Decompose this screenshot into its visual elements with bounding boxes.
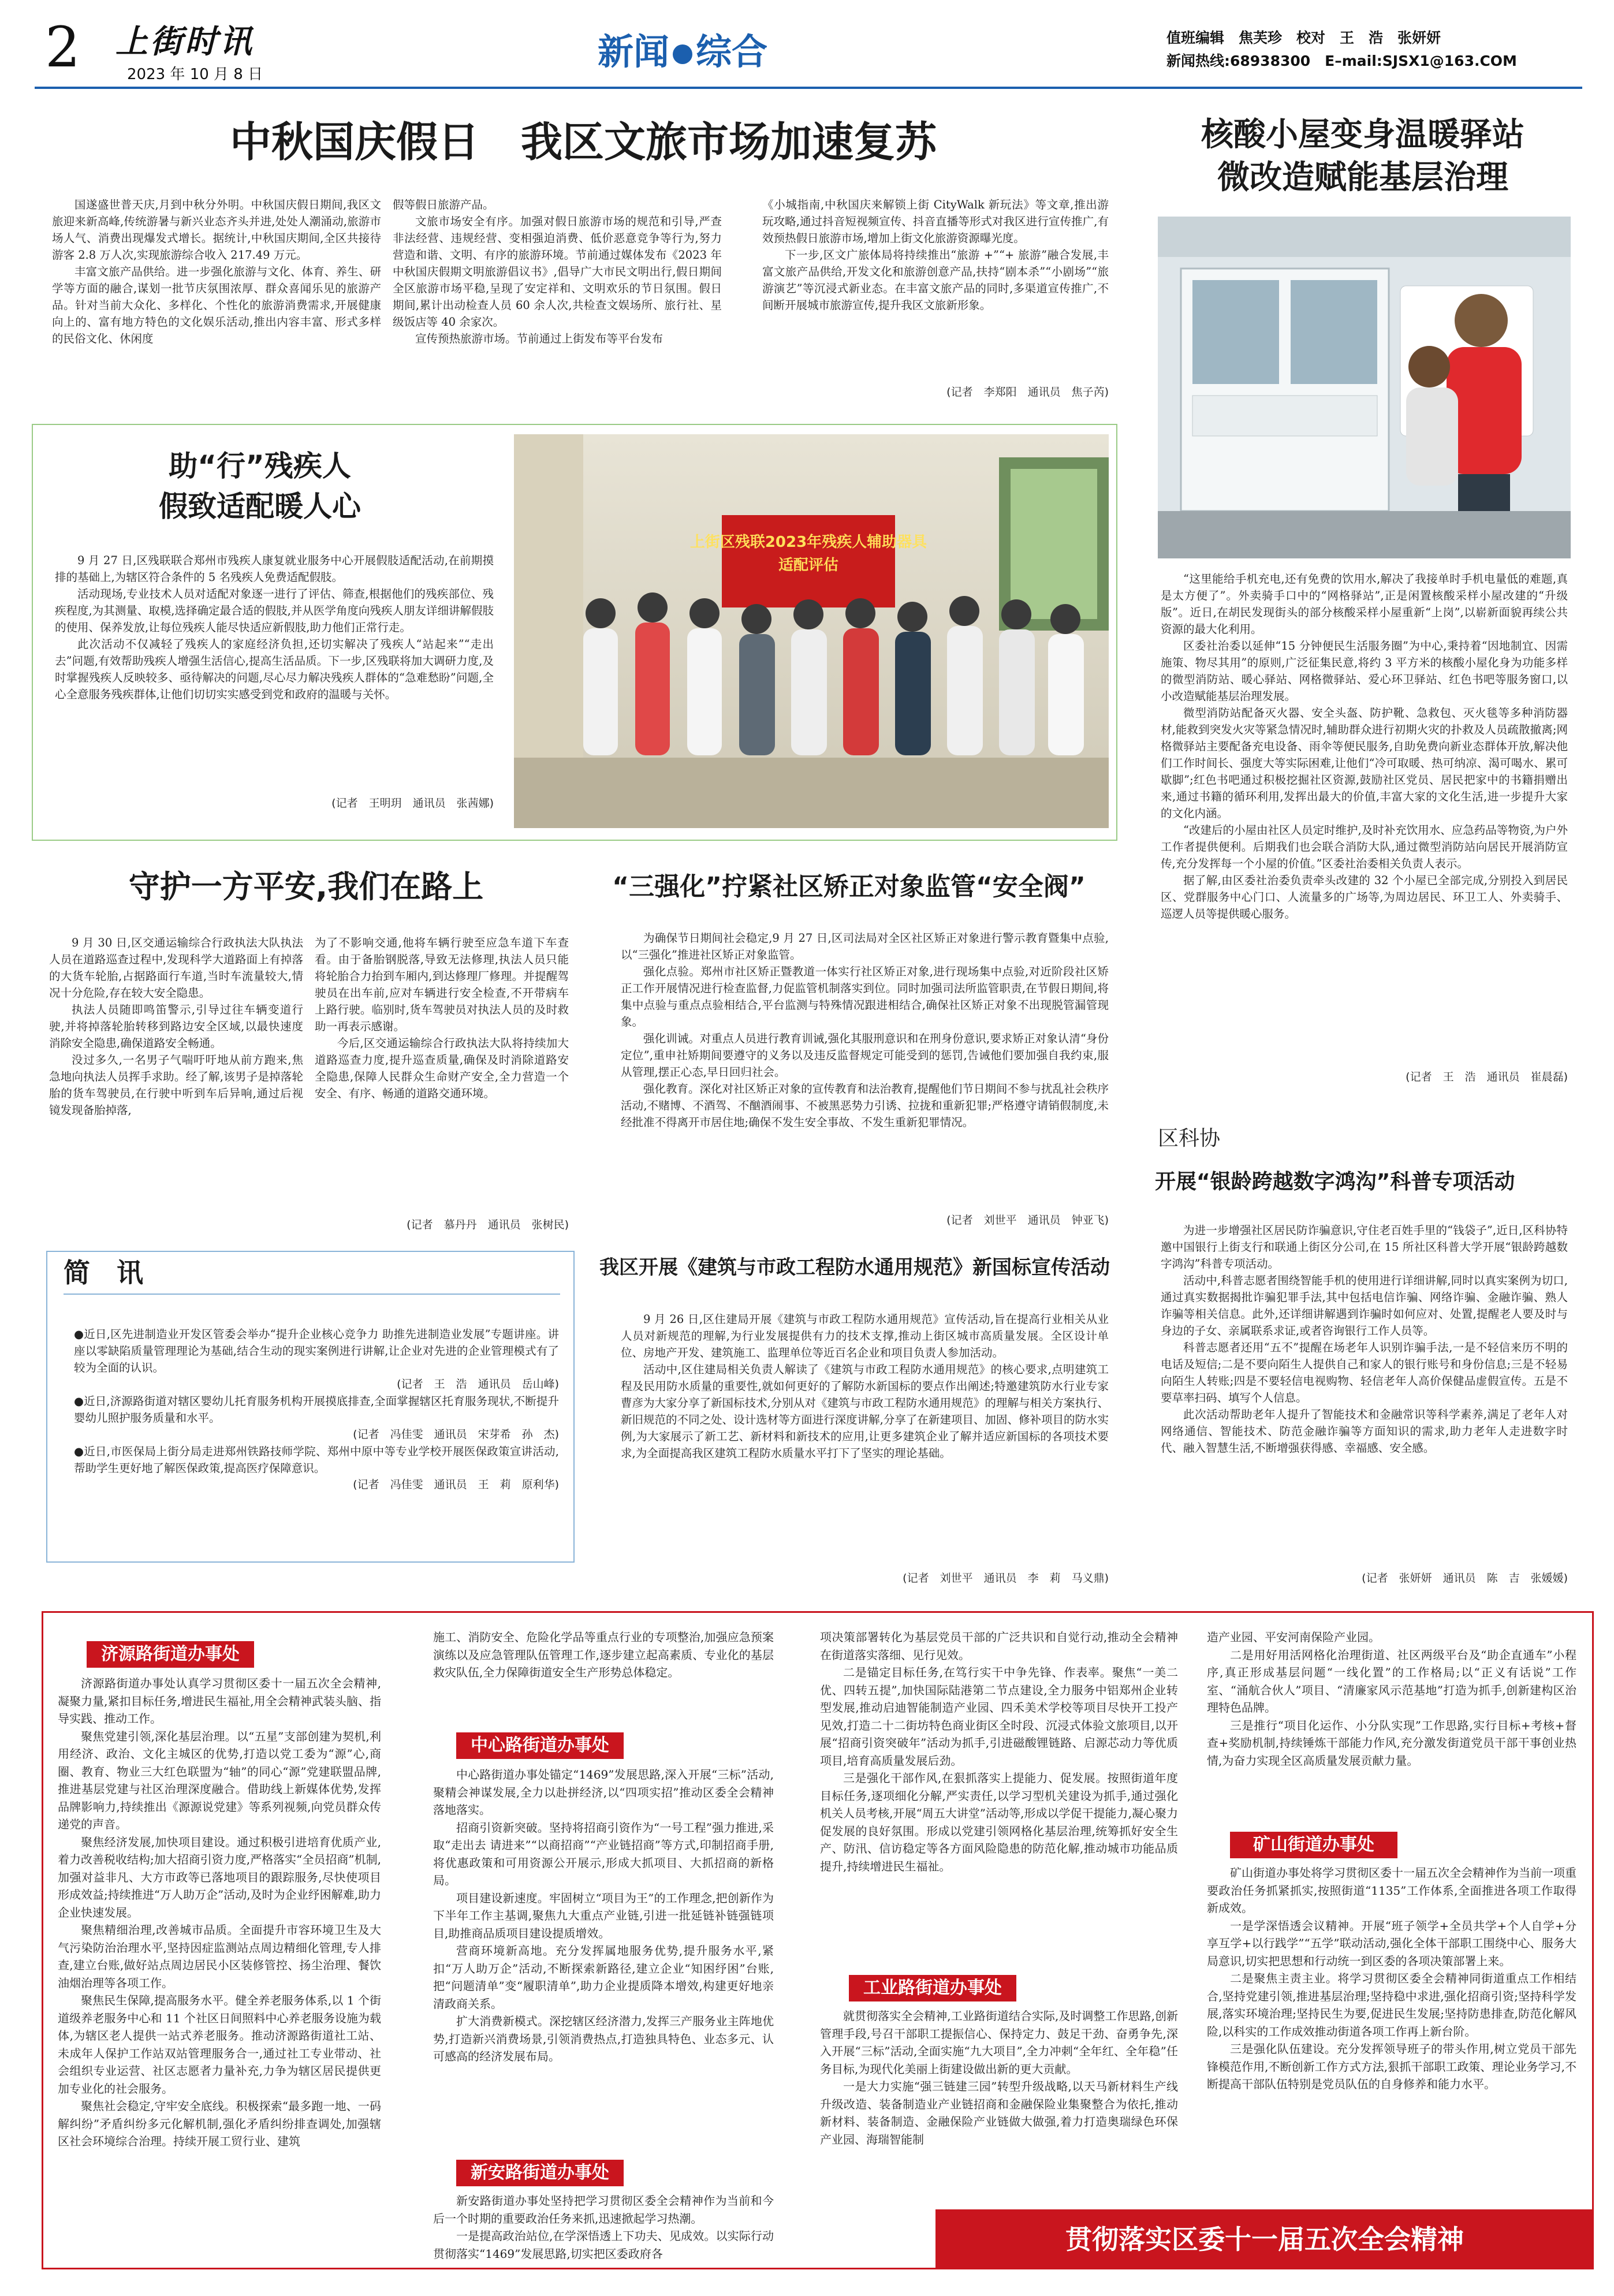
column-mine bbox=[1207, 1864, 1576, 2199]
paragraph: 矿山街道办事处将学习贯彻区委十一届五次全会精神作为当前一项重要政治任务抓紧抓实,按照街道“1135”工作体系,全面推进各项工作取得新成效。 bbox=[1207, 1866, 1576, 1915]
paragraph: “这里能给手机充电,还有免费的饮用水,解决了我接单时手机电量低的难题,真是太方便了”。外卖骑手口中的“网格驿站”,正是闲置核酸采样小屋改建的“升级版”。近日,在胡民发现街头的部分核酸采样小屋重新“上岗”,以崭新面貌再续公共资源的最大化利用。 bbox=[1161, 572, 1568, 636]
brief-byline: (记者 冯佳雯 通讯员 宋芽希 孙 杰) bbox=[353, 1428, 559, 1441]
paragraph: 执法人员随即鸣笛警示,引导过往车辆变道行驶,并将掉落轮胎转移到路边安全区域,以最快速度消除安全隐患,确保道路安全畅通。 bbox=[49, 1003, 303, 1050]
page-number: 2 bbox=[45, 15, 81, 80]
byline-road-safety: (记者 慕丹丹 通讯员 张树民) bbox=[407, 1218, 569, 1231]
brief-item: ●近日,市医保局上街分局走进郑州铁路技师学院、郑州中原中等专业学校开展医保政策宣讲活动,帮助学生更好地了解医保政策,提高医疗保障意识。 bbox=[74, 1445, 559, 1475]
masthead-rule bbox=[35, 87, 1582, 89]
brief-news-title: 简 讯 bbox=[64, 1257, 143, 1288]
paragraph: 下一步,区文广旅体局将持续推出“旅游 +”“+ 旅游”融合发展,丰富文旅产品供给,开发文化和旅游创意产品,扶持“剧本杀”“小剧场”“旅游演艺”等沉浸式新业态。在丰富文旅产品的同时,多渠道宣传推广,不间断开展城市旅游宣传,提升我区文旅新形象。 bbox=[762, 248, 1109, 312]
paragraph: 此次活动不仅减轻了残疾人的家庭经济负担,还切实解决了残疾人“站起来”“走出去”问题,有效帮助残疾人增强生活信心,提高生活品质。下一步,区残联将加大调研力度,及时掌握残疾人反映较多、亟待解决的问题,尽心尽力解决残疾人群体的“急难愁盼”问题,全心全意服务残疾群体,让他们切切实实感受到党和政府的温暖与关怀。 bbox=[55, 638, 494, 701]
headline-community-correction: “三强化”拧紧社区矫正对象监管“安全阀” bbox=[612, 872, 1086, 901]
paragraph: 宣传预热旅游市场。节前通过上街发布等平台发布 bbox=[415, 332, 664, 345]
paragraph: 二是锚定目标任务,在笃行实干中争先锋、作表率。聚焦“一美二优、四转五提”,加快国际陆港第二节点建设,全力服务中铝郑州企业转型发展,推动启迪智能制造产业园、四禾美术学校等项目尽快开工投产见效,打造二十二街坊特色商业街区全时段、沉浸式体验文旅项目,以开展“招商引资突破年”活动为抓手,引进磁酸锂链路、启源芯动力等优质项目,培育高质量发展后劲。 bbox=[820, 1665, 1178, 1768]
paragraph: 项决策部署转化为基层党员干部的广泛共识和自觉行动,推动全会精神在街道落实落细、见行见效。 bbox=[820, 1630, 1178, 1662]
article-road-safety-col2 bbox=[315, 934, 569, 1177]
paragraph: 为了不影响交通,他将车辆行驶至应急车道下车查看。由于备胎钢脱落,导致无法修理,执法人员只能将轮胎合力抬到车厢内,到达修理厂修理。并提醒驾驶员在出车前,应对车辆进行安全检查,不开带病车上路行驶。临别时,货车驾驶员对执法人员的及时救助一再表示感谢。 bbox=[315, 936, 569, 1033]
photo-nucleic-hut-illustration bbox=[1158, 217, 1571, 558]
headline-disabled-aid-line1: 助“行”残疾人 bbox=[169, 449, 351, 483]
paragraph: 活动现场,专业技术人员对适配对象逐一进行了评估、筛查,根据他们的残疾部位、残疾程度,为其测量、取模,选择确定最合适的假肢,并从医学角度向残疾人朋友详细讲解假肢的使用、保养发放,让每位残疾人能尽快适应新假肢,助力他们正常行走。 bbox=[55, 587, 494, 634]
section-dot-icon bbox=[673, 44, 692, 64]
column-zhongxin-road-top bbox=[433, 1628, 774, 1727]
paragraph: 强化训诫。对重点人员进行教育训诫,强化其服刑意识和在刑身份意识,要求矫正对象认清“身份定位”,重申社矫期间要遵守的义务以及违反监督规定可能受到的惩罚,告诫他们要加强自我约束,服从管理,摆正心态,早日回归社会。 bbox=[621, 1032, 1109, 1079]
paragraph: 今后,区交通运输综合行政执法大队将持续加大道路巡查力度,提升巡查质量,确保及时消除道路安全隐患,保障人民群众生命财产安全,全力营造一个安全、有序、畅通的道路交通环境。 bbox=[315, 1037, 569, 1100]
paragraph: 9 月 27 日,区残联联合郑州市残疾人康复就业服务中心开展假肢适配活动,在前期摸排的基础上,为辖区符合条件的 5 名残疾人免费适配假肢。 bbox=[55, 554, 494, 584]
photo-disabled-aid-illustration bbox=[514, 434, 1109, 828]
subhead-industry-road: 工业路街道办事处 bbox=[849, 1975, 1016, 2001]
paper-name-logo: 上街时讯 bbox=[115, 23, 254, 61]
paragraph: 济源路街道办事处认真学习贯彻区委十一届五次全会精神,凝聚力量,紧扣目标任务,增进民生福祉,用全会精神武装头脑、指导实践、推动工作。 bbox=[58, 1676, 381, 1725]
article-nucleic-hut-body bbox=[1161, 571, 1568, 1179]
headline-waterproof-standard: 我区开展《建筑与市政工程防水通用规范》新国标宣传活动 bbox=[599, 1256, 1110, 1279]
section-name-general: 综合 bbox=[696, 31, 768, 73]
paragraph: 活动中,区住建局相关负责人解读了《建筑与市政工程防水通用规范》的核心要求,点明建筑工程及民用防水质量的重要性,就如何更好的了解防水新国标的要点作出阐述;特邀建筑防水行业专家曹彦为大家分享了新国标技术,分别从对《建筑与市政工程防水通用规范》的理解与相关方案执行、新旧规范的不同之处、设计选材等方面进行深度讲解,分享了在新建项目、加固、修补项目的防水实例,为大家展示了新工艺、新材料和新技术的应用,让更多建筑企业了解并适应新国标的各项技术要求,为全面提高我区建筑工程防水质量水平打下了坚实的理论基础。 bbox=[621, 1363, 1109, 1460]
article-digital-divide-body bbox=[1161, 1222, 1568, 1580]
hotline: 新闻热线:68938300 E–mail:SJSX1@163.COM bbox=[1166, 53, 1517, 69]
paragraph: 一是提高政治站位,在学深悟透上下功夫、见成效。以实际行动贯彻落实“1469”发展思路,切实把区委政府各 bbox=[433, 2229, 774, 2261]
paragraph: 聚焦民生保障,提高服务水平。健全养老服务体系,以 1 个街道级养老服务中心和 11 个社区日间照料中心养老服务设施为载体,为辖区老人提供一站式养老服务。推动济源路街道社工站、未成年人保护工作站双站管理服务合一,通过社工专业带动、社会组织专业运营、社区志愿者力量补充,力争为辖区居民提供更加专业化的社会服务。 bbox=[58, 1993, 381, 2096]
paragraph: 据了解,由区委社治委负责牵头改建的 32 个小屋已全部完成,分别投入到居民区、党群服务中心门口、人流量多的广场等,为周边居民、环卫工人、外卖骑手、巡逻人员等提供暖心服务。 bbox=[1161, 874, 1568, 920]
column-zhongxin-road bbox=[433, 1766, 774, 2147]
paragraph: 科普志愿者还用“五不”提醒在场老年人识别诈骗手法,一是不轻信来历不明的电话及短信;二是不要向陌生人提供自己和家人的银行账号和身份信息;三是不轻易向陌生人转账;四是不要轻信电视购物、轻信老年人高价保健品虚假宣传。五是不要草率扫码、填写个人信息。 bbox=[1161, 1341, 1568, 1404]
article-road-safety-col1 bbox=[49, 934, 303, 1212]
column-mine-top bbox=[1207, 1628, 1576, 1831]
column-xinan-road bbox=[433, 2192, 774, 2264]
paragraph: 三是强化队伍建设。充分发挥领导班子的带头作用,树立党员干部先锋模范作用,不断创新工作方式方法,狠抓干部职工政策、理论业务学习,不断提高干部队伍特别是党员队伍的自身修养和能力水平。 bbox=[1207, 2042, 1576, 2091]
masthead bbox=[35, 15, 1582, 90]
headline-tourism: 中秋国庆假日 我区文旅市场加速复苏 bbox=[229, 118, 937, 166]
subhead-xinan-road: 新安路街道办事处 bbox=[456, 2160, 624, 2186]
column-jiyuan-road bbox=[58, 1675, 381, 2258]
subhead-jiyuan-road: 济源路街道办事处 bbox=[87, 1641, 254, 1668]
brief-item: ●近日,区先进制造业开发区管委会举办“提升企业核心竞争力 助推先进制造业发展”专题讲座。讲座以零缺陷质量管理理论为基础,结合生动的现实案例进行讲解,让企业对先进的企业管理模式有了较为全面的认识。 bbox=[74, 1328, 559, 1374]
paragraph: 二是聚焦主责主业。将学习贯彻区委全会精神同街道重点工作相结合,坚持党建引领,推进基层治理;坚持稳中求进,强化招商引资;坚持科学发展,落实环境治理;坚持民生为要,促进民生发展;坚持防患排查,防范化解风险,以科实的工作成效推动街道各项工作再上新台阶。 bbox=[1207, 1971, 1576, 2038]
paragraph: 三是强化干部作风,在狠抓落实上提能力、促发展。按照街道年度目标任务,逐项细化分解,严实责任,以学习型机关建设为抓手,通过强化机关人员考核,开展“周五大讲堂”活动等,形成以学促干提能力,凝心聚力促发展的良好氛围。形成以党建引领网格化基层治理,统筹抓好安全生产、防汛、信访稳定等各方面风险隐患的防范化解,推动城市功能品质提升,持续增进民生福祉。 bbox=[820, 1771, 1178, 1873]
paragraph: 施工、消防安全、危险化学品等重点行业的专项整治,加强应急预案演练以及应急管理队伍管理工作,逐步建立起高素质、专业化的基层救灾队伍,全力保障街道安全生产形势总体稳定。 bbox=[433, 1630, 774, 1679]
issue-date: 2023 年 10 月 8 日 bbox=[127, 66, 263, 83]
paragraph: 假等假日旅游产品。 bbox=[393, 198, 494, 211]
paragraph: 招商引资新突破。坚持将招商引资作为“一号工程”强力推进,采取“走出去 请进来”“以商招商”“产业链招商”等方式,印制招商手册,将优惠政策和可用资源公开展示,形成大抓项目、大抓招商的新格局。 bbox=[433, 1820, 774, 1887]
paragraph: 二是用好用活网格化治理街道、社区两级平台及“助企直通车”小程序,真正形成基层问题“一线化置”的工作格局;以“正义有话说”工作室、“涌航合伙人”项目、“清廉家风示范基地”打造为抓手,创新建构区治理特色品牌。 bbox=[1207, 1648, 1576, 1714]
paragraph: 为进一步增强社区居民防诈骗意识,守住老百姓手里的“钱袋子”,近日,区科协特邀中国银行上街支行和联通上街区分公司,在 15 所社区科普大学开展“银龄跨越数字鸿沟”科普专项活动。 bbox=[1161, 1224, 1568, 1270]
brief-item: ●近日,济源路街道对辖区婴幼儿托育服务机构开展摸底排查,全面掌握辖区托育服务现状,不断提升婴幼儿照护服务质量和水平。 bbox=[74, 1395, 559, 1425]
paragraph: 文旅市场安全有序。加强对假日旅游市场的规范和引导,严查非法经营、违规经营、变相强迫消费、低价恶意竞争等行为,努力营造和谐、文明、有序的旅游环境。节前通过媒体发布《2023 年中秋国庆假期文明旅游倡议书》,倡导广大市民文明出行,假日期间全区旅游市场平稳,呈现了安定祥和、文明欢乐的节日氛围。假日期间,累计出动检查人员 60 余人次,共检查文娱场所、旅行社、星级饭店等 40 余家次。 bbox=[393, 215, 722, 329]
column-industry-road-top bbox=[820, 1628, 1178, 1975]
headline-nucleic-hut-line2: 微改造赋能基层治理 bbox=[1217, 159, 1508, 196]
byline-community-correction: (记者 刘世平 通讯员 钟亚飞) bbox=[946, 1214, 1109, 1227]
paragraph: 就贯彻落实全会精神,工业路街道结合实际,及时调整工作思路,创新管理手段,号召干部职工提振信心、保持定力、鼓足干劲、奋勇争先,深入开展“三标”活动,全面实施“九大项目”,全力冲刺“全年红、全年稳”任务目标,为现代化美丽上街建设做出新的更大贡献。 bbox=[820, 2009, 1178, 2076]
article-tourism-col3 bbox=[762, 196, 1109, 375]
paragraph: 活动中,科普志愿者围绕智能手机的使用进行详细讲解,同时以真实案例为切口,通过真实数据揭批诈骗犯罪手法,其中包括电信诈骗、网络诈骗、金融诈骗、熟人诈骗等相关信息。此外,还详细讲解遇到诈骗时如何应对、处置,提醒老人要及时与身边的子女、亲属联系求证,或者咨询银行工作人员等。 bbox=[1161, 1274, 1568, 1337]
section-kicker-science-assoc: 区科协 bbox=[1158, 1127, 1221, 1150]
headline-digital-divide: 开展“银龄跨越数字鸿沟”科普专项活动 bbox=[1155, 1170, 1515, 1194]
paragraph: 一是学深悟透会议精神。开展“班子领学+全员共学+个人自学+分享互学+以行践学”“五学”联动活动,强化全体干部职工围绕中心、服务大局意识,切实把思想和行动统一到区委的各项决策部署上来。 bbox=[1207, 1918, 1576, 1968]
editor-line: 值班编辑 焦芙珍 校对 王 浩 张妍妍 bbox=[1166, 29, 1441, 46]
article-tourism-col1 bbox=[52, 196, 381, 410]
photo-disabled-aid-group bbox=[514, 434, 1109, 828]
paragraph: 丰富文旅产品供给。进一步强化旅游与文化、体育、养生、研学等方面的融合,谋划一批节庆氛围浓厚、群众喜闻乐见的旅游产品。针对当前大众化、多样化、个性化的旅游消费需求,开展健康向上的、富有地方特色的文化娱乐活动,推出内容丰富、形式多样的民俗文化、休闲度 bbox=[52, 265, 381, 345]
paragraph: 《小城指南,中秋国庆来解锁上街 CityWalk 新玩法》等文章,推出游玩攻略,通过抖音短视频宣传、抖音直播等形式对我区进行宣传推广,有效预热假日旅游市场,增加上街文化旅游资源曝光度。 bbox=[762, 198, 1109, 245]
brief-byline: (记者 王 浩 通讯员 岳山峰) bbox=[397, 1378, 559, 1391]
subhead-zhongxin-road: 中心路街道办事处 bbox=[456, 1732, 624, 1759]
paragraph: 项目建设新速度。牢固树立“项目为王”的工作理念,把创新作为下半年工作主基调,聚焦九大重点产业链,引进一批延链补链强链项目,助推商品质项目建设提质增效。 bbox=[433, 1891, 774, 1940]
paragraph: 三是推行“项目化运作、小分队实现”工作思路,实行目标+考核+督查+奖励机制,持续锤炼干部能力作风,充分激发街道党员干部干事创业热情,为奋力实现全区高质量发展贡献力量。 bbox=[1207, 1718, 1576, 1768]
section-name-news: 新闻 bbox=[598, 31, 670, 73]
paragraph: 一是大力实施“强三链建三园”转型升级战略,以天马新材料生产线升级改造、装备制造业产业链招商和金融保险业集聚整合为依托,推动新材料、装备制造、金融保险产业链做大做强,着力打造奥瑞绿色环保产业园、海瑞智能制 bbox=[820, 2079, 1178, 2146]
paragraph: 聚焦经济发展,加快项目建设。通过积极引进培育优质产业,着力改善税收结构;加大招商引资力度,严格落实“全员招商”机制,加强对益非凡、大方市政等已落地项目的跟踪服务,尽快使项目形成效益;持续推进“万人助万企”活动,及时为企业纾困解难,助力企业快速发展。 bbox=[58, 1835, 381, 1919]
photo-caption-line2: 适配评估 bbox=[778, 557, 839, 574]
paragraph: 为确保节日期间社会稳定,9 月 27 日,区司法局对全区社区矫正对象进行警示教育暨集中点验,以“三强化”推进社区矫正对象监管。 bbox=[621, 931, 1109, 961]
photo-nucleic-hut bbox=[1158, 217, 1571, 558]
paragraph: 扩大消费新模式。深挖辖区经济潜力,发挥三产服务业主阵地优势,打造新兴消费场景,引领消费热点,打造独具特色、业态多元、认可感高的经济发展布局。 bbox=[433, 2014, 774, 2063]
paragraph: 强化教育。深化对社区矫正对象的宣传教育和法治教育,提醒他们节日期间不参与扰乱社会秩序活动,不赌博、不酒驾、不酗酒闹事、不被黑恶势力引诱、拉拢和重新犯罪;严格遵守请销假制度,未经批准不得离开市居住地;确保不发生安全事故、不发生重新犯罪情况。 bbox=[621, 1082, 1109, 1129]
byline-digital-divide: (记者 张妍妍 通讯员 陈 吉 张媛媛) bbox=[1362, 1572, 1568, 1585]
article-community-correction-body bbox=[621, 930, 1109, 1224]
paragraph: 聚焦精细治理,改善城市品质。全面提升市容环境卫生及大气污染防治治理水平,坚持因症监测站点周边精细化管理,专人排查,建立台账,做好站点周边居民小区装修管控、扬尘治理、餐饮油烟治理等各项工作。 bbox=[58, 1923, 381, 1990]
paragraph: 微型消防站配备灭火器、安全头盔、防护靴、急救包、灭火毯等多种消防器材,能救到突发火灾等紧急情况时,辅助群众进行初期火灾的扑救及人员疏散撤离;网格微驿站主要配备充电设备、雨伞等便民服务,自助免费向新业态群体开放,解决他们工作时间长、强度大等实际困难,让他们“冷可取暖、热可纳凉、渴可喝水、累可歇脚”;红色书吧通过积极挖掘社区资源,鼓励社区党员、居民把家中的书籍捐赠出来,通过书籍的循环利用,发挥出最大的价值,丰富大家的文化生活,进一步提升大家的文化内涵。 bbox=[1161, 706, 1568, 820]
brief-title-rule bbox=[64, 1294, 560, 1295]
byline-tourism: (记者 李郑阳 通讯员 焦子芮) bbox=[946, 386, 1109, 398]
paragraph: 营商环境新高地。充分发挥属地服务优势,提升服务水平,紧扣“万人助万企”活动,不断探索新路径,建立企业“知困纾困”台账,把“问题清单”变“履职清单”,助力企业提质降本增效,构建更好地亲清政商关系。 bbox=[433, 1944, 774, 2011]
paragraph: 聚焦社会稳定,守牢安全底线。积极探索“最多跑一地、一码解纠纷”矛盾纠纷多元化解机制,强化矛盾纠纷排查调处,加强辖区社会环境综合治理。持续开展工贸行业、建筑 bbox=[58, 2099, 381, 2148]
headline-disabled-aid-line2: 假致适配暖人心 bbox=[159, 490, 361, 523]
section-header bbox=[598, 29, 875, 75]
paragraph: 9 月 26 日,区住建局开展《建筑与市政工程防水通用规范》宣传活动,旨在提高行业相关从业人员对新规范的理解,为行业发展提供有力的技术支撑,推动上街区城市高质量发展。全区设计单位、房地产开发、建筑施工、监理单位等近百名企业和项目负责人参加活动。 bbox=[621, 1313, 1109, 1359]
brief-byline: (记者 冯佳雯 通讯员 王 莉 原利华) bbox=[353, 1478, 559, 1491]
subhead-mine: 矿山街道办事处 bbox=[1230, 1832, 1397, 1858]
paragraph: “改建后的小屋由社区人员定时维护,及时补充饮用水、应急药品等物资,为户外工作者提供便利。后期我们也会联合消防大队,通过微型消防站向居民开展消防宣传,充分发挥每一个小屋的价值。”区委社治委相关负责人表示。 bbox=[1161, 823, 1568, 870]
paragraph: 造产业园、平安河南保险产业园。 bbox=[1207, 1630, 1380, 1644]
photo-caption-line1: 上街区残联2023年残疾人辅助器具 bbox=[689, 534, 927, 551]
paragraph: 中心路街道办事处锚定“1469”发展思路,深入开展“三标”活动,聚精会神谋发展,全力以赴拼经济,以“四项实招”推动区委全会精神落地落实。 bbox=[433, 1768, 774, 1817]
paragraph: 区委社治委以延伸“15 分钟便民生活服务圈”为中心,秉持着“因地制宜、因需施策、物尽其用”的原则,广泛征集民意,将约 3 平方米的核酸小屋化身为功能多样的微型消防站、暖心驿站、网格微驿站、爱心环卫驿站、红色书吧等服务窗口,以小改造赋能基层治理发展。 bbox=[1161, 639, 1568, 703]
paragraph: 强化点验。郑州市社区矫正暨教道一体实行社区矫正对象,进行现场集中点验,对近阶段社区矫正工作开展情况进行检查监督,力促监管机制落实到位。同时加强司法所监管职责,在节假日期间,将集中点验与重点点验相结合,平台监测与特殊情况跟进相结合,确保社区矫正对象不出现脱管漏管现象。 bbox=[621, 965, 1109, 1028]
paragraph: 国遂盛世普天庆,月到中秋分外明。中秋国庆假日期间,我区文旅迎来新高峰,传统游暑与新兴业态齐头并进,处处人潮涌动,旅游市场人气、消费出现爆发式增长。据统计,中秋国庆期间,全区共接待游客 2.8 万人次,实现旅游综合收入 217.49 万元。 bbox=[52, 198, 381, 262]
article-disabled-aid-body bbox=[55, 552, 494, 789]
headline-nucleic-hut-line1: 核酸小屋变身温暖驿站 bbox=[1201, 116, 1524, 154]
paragraph: 9 月 30 日,区交通运输综合行政执法大队执法人员在道路巡查过程中,发现科学大道路面上有掉落的大货车轮胎,占据路面行车道,当时车流量较大,情况十分危险,存在较大安全隐患。 bbox=[49, 936, 303, 1000]
byline-nucleic-hut: (记者 王 浩 通讯员 崔晨磊) bbox=[1406, 1071, 1568, 1083]
paragraph: 此次活动帮助老年人提升了智能技术和金融常识等科学素养,满足了老年人对网络通信、智能技术、防范金融诈骗等方面知识的需求,助力老年人走进数字时代、融入智慧生活,不断增强获得感、幸福感、安全感。 bbox=[1161, 1408, 1568, 1455]
byline-disabled-aid: (记者 王明玥 通讯员 张茜娜) bbox=[331, 797, 494, 810]
article-waterproof-standard-body bbox=[621, 1311, 1109, 1559]
paragraph: 没过多久,一名男子气喘吁吁地从前方跑来,焦急地向执法人员挥手求助。经了解,该男子是掉落轮胎的货车驾驶员,在行驶中听到车后异响,通过后视镜发现备胎掉落, bbox=[49, 1053, 303, 1117]
byline-waterproof-standard: (记者 刘世平 通讯员 李 莉 马义鼎) bbox=[903, 1572, 1109, 1585]
paragraph: 聚焦党建引领,深化基层治理。以“五星”支部创建为契机,利用经济、政治、文化主城区的优势,打造以党工委为“源”心,商圈、教育、物业三大红色联盟为“轴”的同心“源”党建联盟品牌,推进基层党建与社区治理深度融合。借助线上新媒体优势,发挥品牌影响力,持续推出《源源说党建》等系列视频,向党员群众传递党的声音。 bbox=[58, 1729, 381, 1831]
article-tourism-col2 bbox=[393, 196, 722, 410]
brief-news-body bbox=[74, 1326, 559, 1557]
headline-road-safety: 守护一方平安,我们在路上 bbox=[128, 869, 484, 905]
special-section-banner: 贯彻落实区委十一届五次全会精神 bbox=[935, 2209, 1594, 2269]
paragraph: 新安路街道办事处坚持把学习贯彻区委全会精神作为当前和今后一个时期的重要政治任务来抓,迅速掀起学习热潮。 bbox=[433, 2194, 774, 2226]
